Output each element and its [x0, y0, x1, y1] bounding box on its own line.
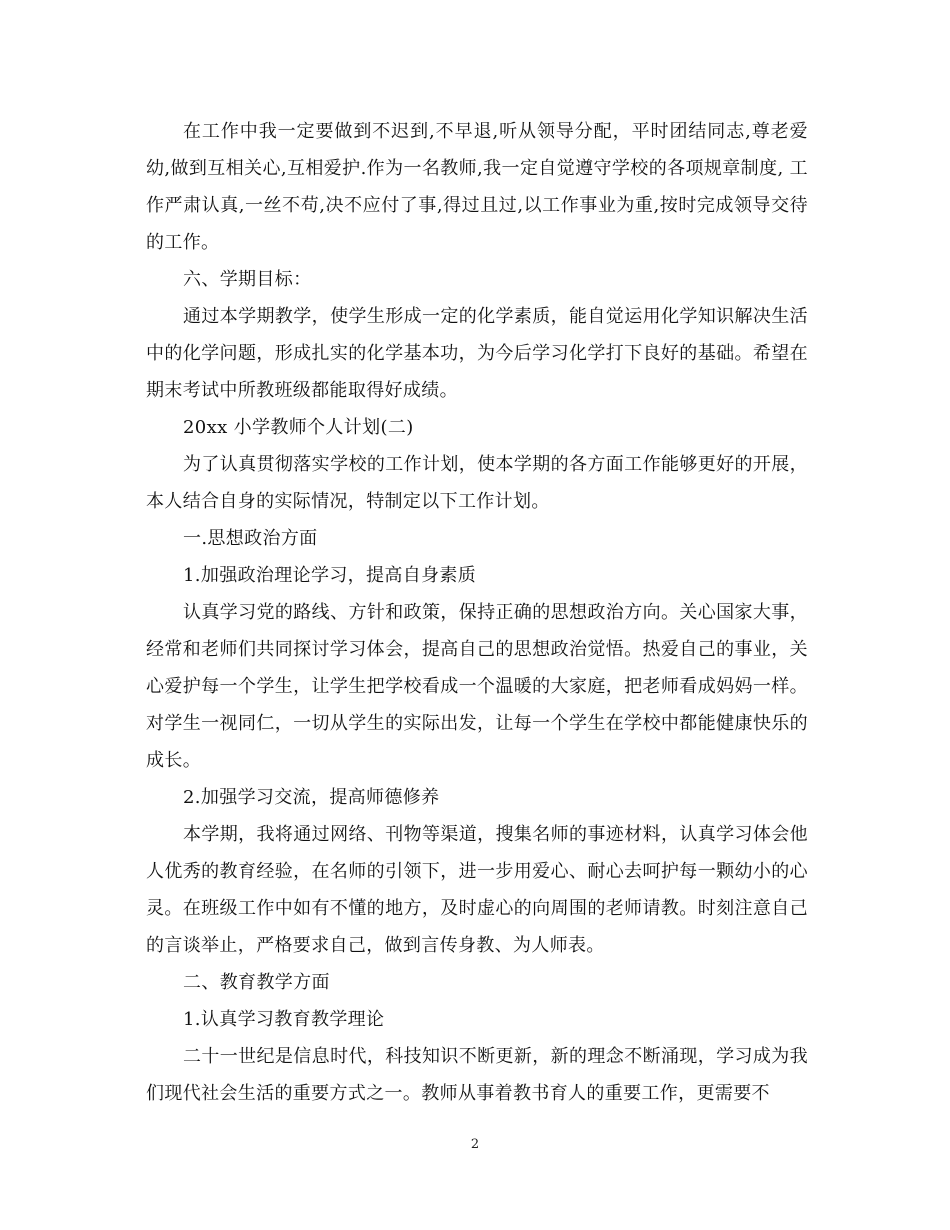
paragraph-learning-exchange: 本学期，我将通过网络、刊物等渠道，搜集名师的事迹材料，认真学习体会他人优秀的教育经验，在名师的引领下，进一步用爱心、耐心去呵护每一颗幼小的心灵。在班级工作中如有不懂的地方，及时虚心的向周围的老师请教。时刻注意自己的言谈举止，严格要求自己，做到言传身教、为人师表。: [146, 824, 808, 956]
paragraph-semester-goals: 通过本学期教学，使学生形成一定的化学素质，能自觉运用化学知识解决生活中的化学问题，形成扎实的化学基本功，为今后学习化学打下良好的基础。希望在期末考试中所教班级都能取得好成绩。: [146, 306, 808, 401]
paragraph-work-discipline: 在工作中我一定要做到不迟到,不早退,听从领导分配，平时团结同志,尊老爱幼,做到互相关心,互相爱护.作为一名教师,我一定自觉遵守学校的各项规章制度, 工作严肃认真,一丝不苟,决不应付了事,得过且过,以工作事业为重,按时完成领导交待的工作。: [146, 121, 808, 253]
heading-semester-goals: 六、学期目标：: [183, 269, 312, 290]
subheading-education-theory: 1.认真学习教育教学理论: [183, 1009, 385, 1030]
heading-teacher-plan-two: 20xx 小学教师个人计划(二): [183, 417, 414, 438]
subheading-political-study: 1.加强政治理论学习，提高自身素质: [183, 565, 477, 586]
heading-political-thought: 一.思想政治方面: [183, 528, 318, 549]
paragraph-education-theory: 二十一世纪是信息时代，科技知识不断更新，新的理念不断涌现，学习成为我们现代社会生活的重要方式之一。教师从事着教书育人的重要工作，更需要不: [146, 1046, 808, 1104]
subheading-learning-exchange: 2.加强学习交流，提高师德修养: [183, 787, 440, 808]
document-body: [146, 113, 808, 1112]
paragraph-political-study: 认真学习党的路线、方针和政策，保持正确的思想政治方向。关心国家大事，经常和老师们共同探讨学习体会，提高自己的思想政治觉悟。热爱自己的事业，关心爱护每一个学生，让学生把学校看成一个温暖的大家庭，把老师看成妈妈一样。对学生一视同仁，一切从学生的实际出发，让每一个学生在学校中都能健康快乐的成长。: [146, 602, 808, 771]
paragraph-plan-intro: 为了认真贯彻落实学校的工作计划，使本学期的各方面工作能够更好的开展，本人结合自身的实际情况，特制定以下工作计划。: [146, 454, 808, 512]
heading-education-teaching: 二、教育教学方面: [183, 972, 330, 993]
page-number: 2: [470, 1137, 480, 1152]
